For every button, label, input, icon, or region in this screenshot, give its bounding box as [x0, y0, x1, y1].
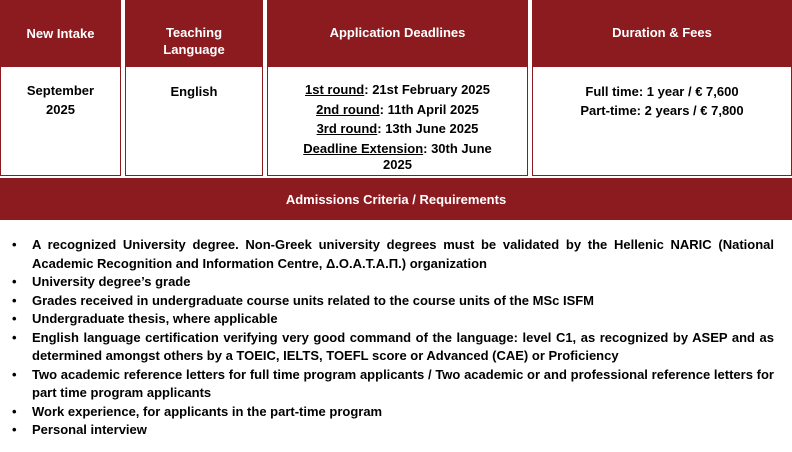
deadline-date: : 21st February 2025 [364, 82, 490, 97]
bullet-icon: • [12, 329, 17, 345]
requirement-text: Personal interview [32, 422, 147, 437]
intake-value: September 2025 [26, 83, 95, 117]
requirement-text: Two academic reference letters for full time program applicants / Two academic or and professional reference letters for part time program applicants [32, 366, 774, 400]
list-item [12, 273, 774, 292]
deadline-label: 3rd round [316, 121, 378, 136]
list-item [12, 366, 774, 403]
fee-full-time: Full time: 1 year / € 7,600 [585, 84, 739, 99]
deadline-round-1 [292, 80, 503, 100]
cell-teaching-language [125, 66, 263, 176]
requirement-text: University degree’s grade [32, 274, 191, 289]
header-teaching-language [125, 0, 263, 66]
cell-new-intake [0, 66, 121, 176]
header-new-intake-label: New Intake [26, 25, 95, 41]
header-duration-fees-label: Duration & Fees [612, 25, 712, 40]
list-item [12, 403, 774, 422]
deadline-date: : 30th June 2025 [383, 140, 492, 172]
deadline-label: Deadline Extension [303, 140, 424, 156]
header-application-deadlines-label: Application Deadlines [329, 25, 466, 40]
cell-duration-fees [532, 66, 792, 176]
language-value: English [170, 84, 218, 99]
cell-application-deadlines [267, 66, 528, 176]
deadline-round-3 [292, 119, 503, 139]
header-teaching-language-label: Teaching Language [163, 25, 225, 57]
list-item [12, 236, 774, 273]
header-new-intake [0, 0, 121, 66]
list-item [12, 421, 774, 440]
admissions-title: Admissions Criteria / Requirements [285, 191, 507, 207]
requirement-text: Grades received in undergraduate course units related to the course units of the MSc ISFM [32, 292, 595, 308]
deadline-date: : 11th April 2025 [379, 101, 479, 117]
deadline-label: 2nd round [316, 101, 380, 117]
deadline-date: : 13th June 2025 [377, 121, 479, 136]
header-application-deadlines [267, 0, 528, 66]
requirement-text: English language certification verifying very good command of the language: level C1, as recognized by ASEP and as determined amongst others by a TOEIC, IELTS, TOEFL score or Advanced (CAE) or Proficiency [32, 329, 774, 363]
list-item [12, 310, 774, 329]
bullet-icon: • [12, 422, 17, 437]
bullet-icon: • [12, 366, 17, 382]
bullet-icon: • [12, 292, 17, 308]
requirement-text: A recognized University degree. Non-Greek university degrees must be validated by the Hellenic NARIC (National Academic Recognition and Information Centre, Δ.Ο.Α.Τ.Α.Π.) organization [32, 237, 774, 271]
requirement-text: Work experience, for applicants in the part-time program [32, 403, 383, 419]
fee-part-time: Part-time: 2 years / € 7,800 [580, 103, 744, 118]
requirements-list [12, 236, 774, 440]
bullet-icon: • [12, 274, 17, 289]
header-duration-fees [532, 0, 792, 66]
list-item [12, 329, 774, 366]
bullet-icon: • [12, 403, 17, 419]
deadline-extension [292, 139, 503, 173]
bullet-icon: • [12, 311, 17, 326]
admissions-banner [0, 178, 792, 220]
list-item [12, 292, 774, 311]
requirement-text: Undergraduate thesis, where applicable [32, 311, 278, 326]
deadline-round-2 [292, 100, 503, 120]
deadline-label: 1st round [305, 82, 365, 97]
bullet-icon: • [12, 237, 17, 252]
